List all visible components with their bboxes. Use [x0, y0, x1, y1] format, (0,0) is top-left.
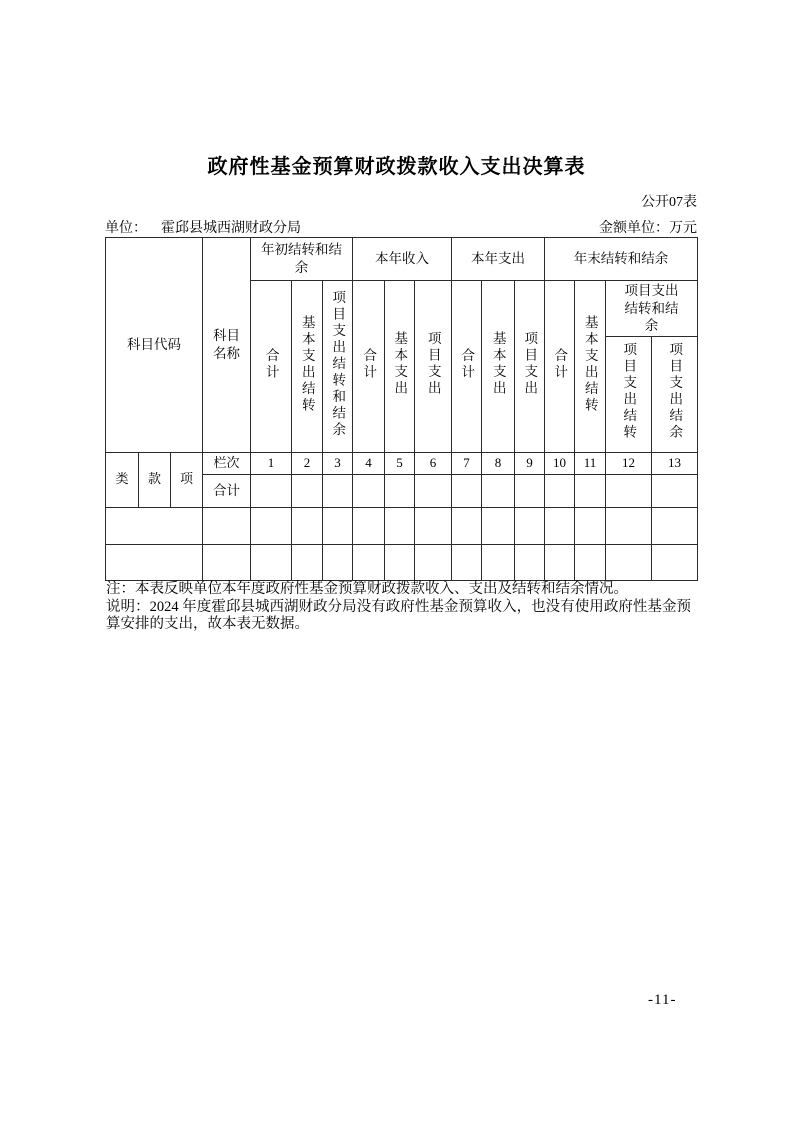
value-cell — [292, 507, 323, 544]
value-cell — [515, 507, 545, 544]
value-cell — [385, 507, 415, 544]
value-cell — [482, 507, 515, 544]
unit-line — [105, 217, 301, 237]
value-cell — [606, 507, 652, 544]
unit-value: 霍邱县城西湖财政分局 — [161, 221, 301, 236]
index-cell: 5 — [385, 452, 415, 474]
index-cell: 1 — [251, 452, 292, 474]
index-cell: 9 — [515, 452, 545, 474]
page-number: -11- — [648, 992, 677, 1008]
value-cell — [452, 474, 482, 507]
code-sub-section: 款 — [139, 452, 171, 507]
table-row-empty — [106, 544, 698, 580]
index-cell: 6 — [415, 452, 452, 474]
row-name-cell: 合计 — [203, 474, 251, 507]
index-cell: 13 — [652, 452, 698, 474]
col-header-8: 基本支出 — [482, 281, 515, 453]
code-cell — [106, 507, 203, 544]
value-cell — [353, 544, 385, 580]
subgroup-header-project-carryover: 项目支出结转和结余 — [606, 281, 698, 337]
group-header-expenditure: 本年支出 — [452, 238, 545, 281]
value-cell — [606, 544, 652, 580]
code-sub-item: 项 — [171, 452, 203, 507]
value-cell — [482, 474, 515, 507]
row-name-cell — [203, 544, 251, 580]
value-cell — [652, 507, 698, 544]
value-cell — [385, 544, 415, 580]
value-cell — [545, 474, 575, 507]
group-header-income: 本年收入 — [353, 238, 452, 281]
value-cell — [353, 507, 385, 544]
index-cell: 3 — [323, 452, 353, 474]
meta-row — [105, 217, 697, 237]
value-cell — [545, 507, 575, 544]
index-cell: 4 — [353, 452, 385, 474]
explanation-line: 说明：2024 年度霍邱县城西湖财政分局没有政府性基金预算收入，也没有使用政府性基金预算安排的支出，故本表无数据。 — [106, 598, 691, 632]
note-line: 注：本表反映单位本年度政府性基金预算财政拨款收入、支出及结转和结余情况。 — [106, 581, 628, 597]
value-cell — [515, 474, 545, 507]
index-cell: 7 — [452, 452, 482, 474]
value-cell — [323, 507, 353, 544]
col-header-4: 合计 — [353, 281, 385, 453]
form-number-label: 公开07表 — [641, 195, 697, 210]
index-cell: 12 — [606, 452, 652, 474]
group-header-begin-year: 年初结转和结余 — [251, 238, 353, 281]
value-cell — [575, 507, 606, 544]
value-cell — [452, 507, 482, 544]
fiscal-table — [105, 237, 698, 581]
col-header-12: 项目支出结转 — [606, 336, 652, 452]
amount-unit-label: 金额单位：万元 — [599, 221, 697, 236]
value-cell — [323, 474, 353, 507]
page-title: 政府性基金预算财政拨款收入支出决算表 — [207, 156, 586, 178]
col-header-11: 基本支出结转 — [575, 281, 606, 453]
value-cell — [545, 544, 575, 580]
value-cell — [353, 474, 385, 507]
col-header-5: 基本支出 — [385, 281, 415, 453]
value-cell — [292, 474, 323, 507]
table-notes — [106, 581, 691, 634]
col-header-6: 项目支出 — [415, 281, 452, 453]
index-cell: 8 — [482, 452, 515, 474]
group-header-end-year: 年末结转和结余 — [545, 238, 698, 281]
value-cell — [606, 474, 652, 507]
col-header-10: 合计 — [545, 281, 575, 453]
value-cell — [251, 544, 292, 580]
row-name-cell — [203, 507, 251, 544]
column-index-row — [106, 452, 698, 474]
index-cell: 11 — [575, 452, 606, 474]
index-label-cell: 栏次 — [203, 452, 251, 474]
col-header-9: 项目支出 — [515, 281, 545, 453]
value-cell — [652, 474, 698, 507]
value-cell — [482, 544, 515, 580]
value-cell — [415, 474, 452, 507]
table-row-empty — [106, 507, 698, 544]
value-cell — [415, 507, 452, 544]
value-cell — [323, 544, 353, 580]
col-header-3: 项目支出结转和结余 — [323, 281, 353, 453]
value-cell — [251, 507, 292, 544]
col-header-7: 合计 — [452, 281, 482, 453]
code-sub-class: 类 — [106, 452, 139, 507]
value-cell — [251, 474, 292, 507]
col-header-2: 基本支出结转 — [292, 281, 323, 453]
value-cell — [452, 544, 482, 580]
value-cell — [575, 474, 606, 507]
value-cell — [575, 544, 606, 580]
code-cell — [106, 544, 203, 580]
value-cell — [385, 474, 415, 507]
value-cell — [652, 544, 698, 580]
unit-label: 单位： — [105, 221, 147, 236]
index-cell: 2 — [292, 452, 323, 474]
code-header-cell: 科目代码 — [106, 238, 203, 453]
name-header-cell: 科目名称 — [203, 238, 251, 453]
value-cell — [292, 544, 323, 580]
col-header-13: 项目支出结余 — [652, 336, 698, 452]
group-header-row — [106, 238, 698, 281]
col-header-1: 合计 — [251, 281, 292, 453]
index-cell: 10 — [545, 452, 575, 474]
value-cell — [515, 544, 545, 580]
value-cell — [415, 544, 452, 580]
